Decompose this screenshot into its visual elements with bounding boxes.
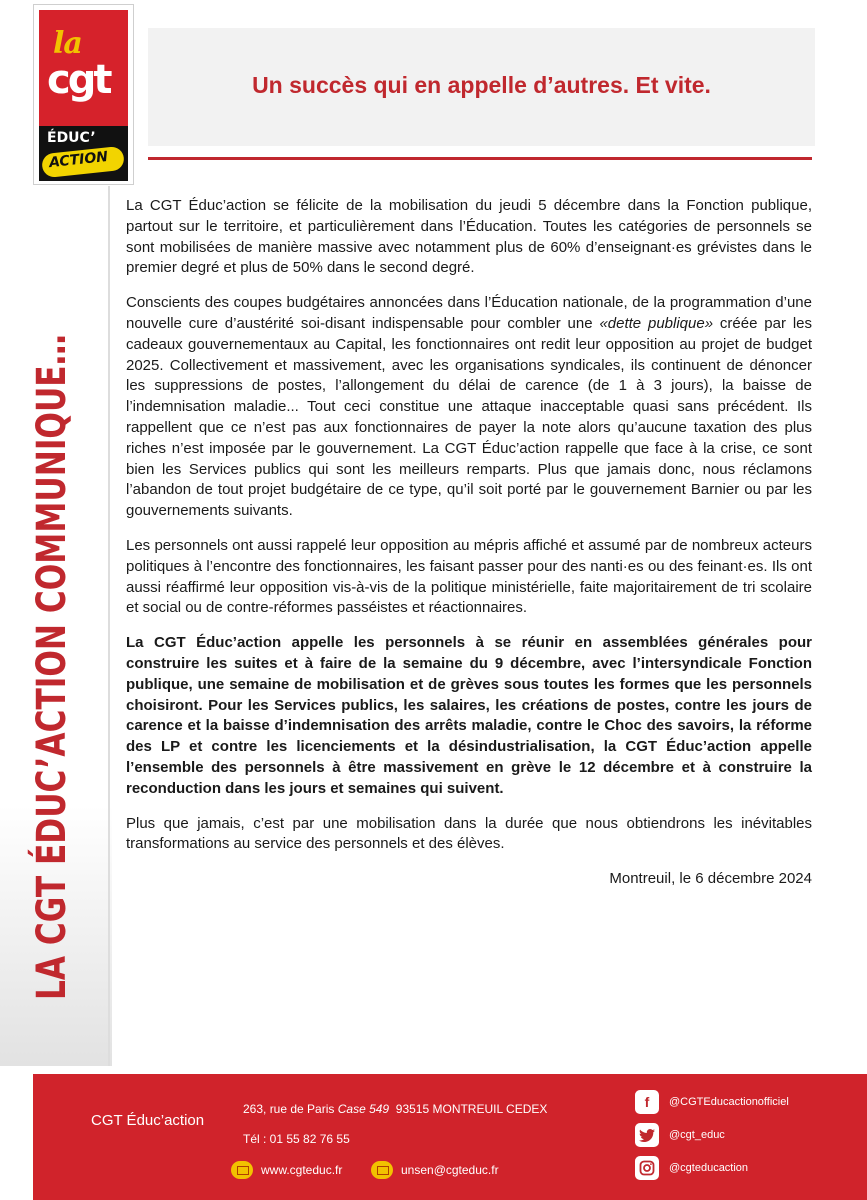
- signature-place-date: Montreuil, le 6 décembre 2024: [609, 870, 812, 888]
- paragraph-4-call-to-action: La CGT Éduc’action appelle les personnels à se réunir en assemblées générales pour construire les suites et à faire de la semaine du 9 décembre, avec l’intersyndicale Fonction publique, une semaine de mobilisation et de grèves sous toutes les formes que les personnels choisiront. Pour les Services publics, les salaires, les créations de postes, contre les jours de carence et la baisse d’indemnisation des arrêts maladie, contre le Choc des savoirs, la réforme des LP et contre les licenciements et la désindustrialisation, la CGT Éduc’action appelle l’ensemble des personnels à être massivement en grève le 12 décembre et à construire la reconduction dans les jours et semaines qui suivent.: [126, 634, 812, 797]
- footer-address-case: Case 549: [337, 1102, 390, 1116]
- logo-action-text: ACTION: [48, 148, 109, 172]
- paragraph-2: Conscients des coupes budgétaires annoncées dans l’Éducation nationale, de la programmation d’une nouvelle cure d’austérité soi-disant indispensable pour combler une «dette publique» créée par les cadeaux gouvernementaux au Capital, les fonctionnaires ont redit leur opposition au projet de budget 2025. Collectivement et massivement, avec les organisations syndicales, ils continuent de dénoncer les suppressions de postes, l’allongement du délai de carence (de 1 à 3 jours), la baisse de l’indemnisation maladie... Tout ceci constitue une attaque inacceptable quasi sans précédent. Ils rappellent que ce n’est pas aux fonctionnaires de payer la note alors qu’aucune taxation des plus riches n’est imposée par le gouvernement. La CGT Éduc’action rappelle que face à la crise, ce sont bien les Services publics qui sont les meilleurs remparts. Plus que jamais donc, nous réclamons l’abandon de tout projet budgétaire de ce type, qu’il soit porté par le gouvernement Barnier ou par les gouvernements suivants.: [126, 294, 813, 520]
- footer-email-text: unsen@cgteduc.fr: [401, 1163, 499, 1177]
- footer-address-street: 263, rue de Paris: [243, 1102, 338, 1116]
- paragraph-5: Plus que jamais, c’est par une mobilisation dans la durée que nous obtiendrons les inévitables transformations au service des personnels et des élèves.: [126, 814, 812, 853]
- twitter-link[interactable]: [635, 1123, 725, 1147]
- page-title: Un succès qui en appelle d’autres. Et vite.: [252, 72, 711, 98]
- facebook-icon: f: [635, 1090, 659, 1114]
- logo-black-panel: [39, 126, 128, 181]
- quoted-phrase: «dette publique»: [599, 314, 714, 332]
- press-release-body: [126, 196, 812, 904]
- logo-la-text: la: [53, 26, 82, 61]
- footer-address-city: 93515 MONTREUIL CEDEX: [395, 1102, 548, 1116]
- paragraph-3: Les personnels ont aussi rappelé leur opposition au mépris affiché et assumé par de nombreux acteurs politiques à l’encontre des fonctionnaires, les faisant passer pour des nanti·es ou des feinant·es. Ils ont aussi réaffirmé leur opposition vis-à-vis de la politique ministérielle, faite majoritairement de tri scolaire et social ou de contre-réformes passéistes et réactionnaires.: [126, 536, 812, 617]
- footer-phone: Tél : 01 55 82 76 55: [243, 1132, 350, 1146]
- website-icon: [231, 1161, 253, 1179]
- title-divider: [148, 157, 812, 160]
- footer-website-text: www.cgteduc.fr: [261, 1163, 343, 1177]
- facebook-handle: @CGTEducactionofficiel: [669, 1096, 789, 1108]
- logo-cgt-text: cgt: [47, 57, 110, 103]
- vertical-banner-title: LA CGT ÉDUC’ACTION COMMUNIQUE…: [29, 334, 75, 1000]
- logo-red-panel: [39, 10, 128, 126]
- twitter-icon: [635, 1123, 659, 1147]
- facebook-link[interactable]: [635, 1090, 789, 1114]
- footer-address: [243, 1102, 547, 1116]
- footer-bar: [33, 1074, 867, 1200]
- twitter-handle: @cgt_educ: [669, 1129, 725, 1141]
- cgt-educaction-logo: [33, 4, 134, 185]
- footer-website-link[interactable]: [231, 1160, 342, 1180]
- email-icon: [371, 1161, 393, 1179]
- footer-email-link[interactable]: [371, 1160, 499, 1180]
- instagram-icon: [635, 1156, 659, 1180]
- paragraph-1: La CGT Éduc’action se félicite de la mobilisation du jeudi 5 décembre dans la Fonction publique, partout sur le territoire, et particulièrement dans l’Éducation. Toutes les catégories de personnels se sont mobilisées de manière massive avec notamment plus de 60% d’enseignant·es grévistes dans le premier degré et plus de 50% dans le second degré.: [126, 197, 812, 277]
- logo-educ-text: ÉDUC’: [47, 130, 96, 146]
- instagram-handle: @cgteducaction: [669, 1162, 749, 1174]
- title-banner: [148, 28, 815, 146]
- footer-org-name: CGT Éduc’action: [91, 1112, 205, 1129]
- left-sidebar-divider: [108, 186, 110, 1066]
- instagram-link[interactable]: [635, 1156, 748, 1180]
